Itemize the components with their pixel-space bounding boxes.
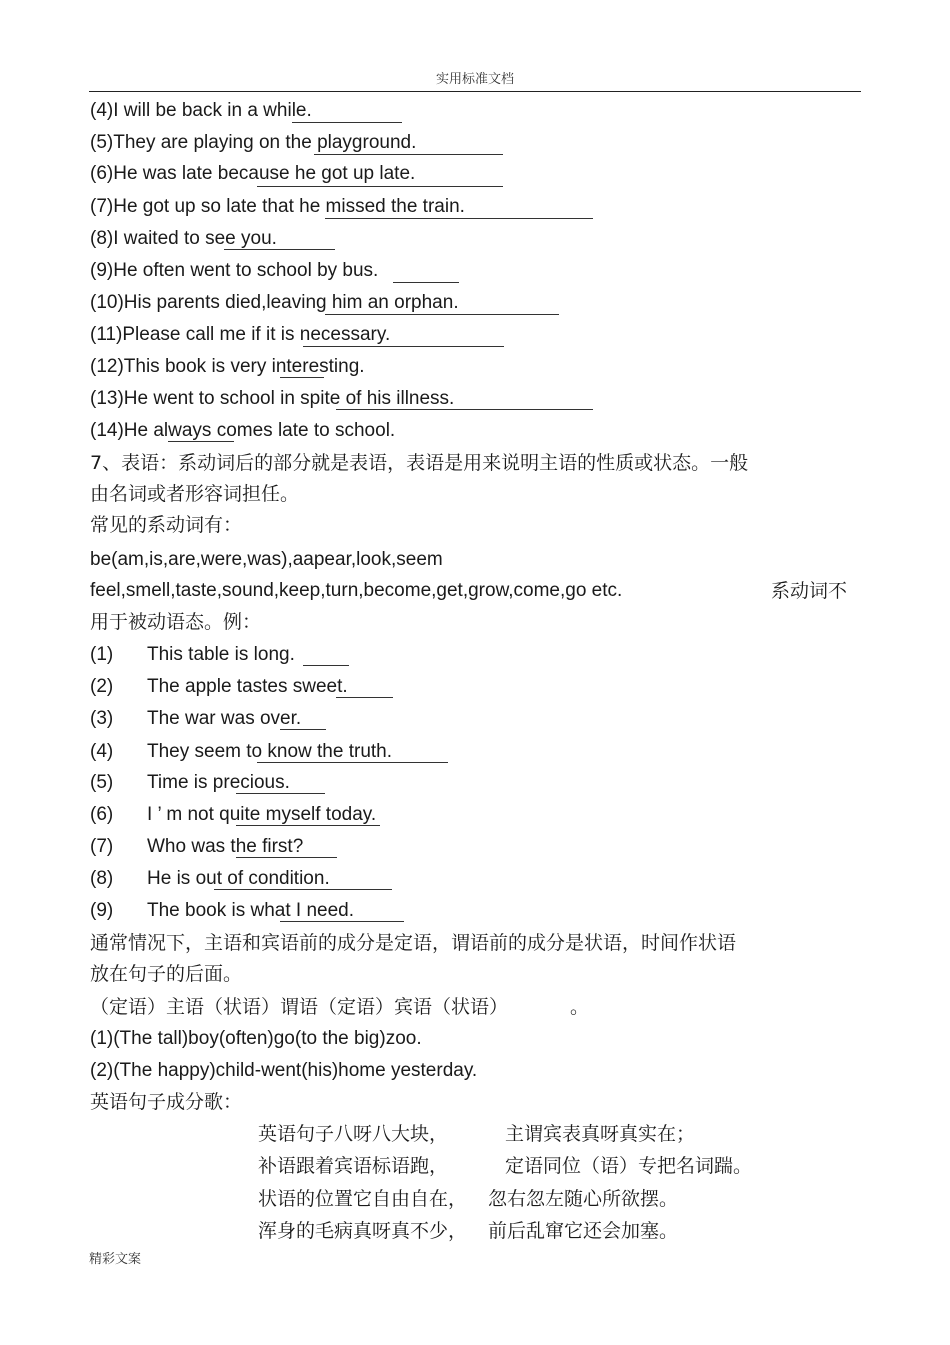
example-b-2-num: (2) [90, 676, 114, 697]
answer-underline [224, 249, 335, 250]
answer-underline [336, 697, 393, 698]
answer-underline [280, 729, 326, 730]
example-14: (14)He always comes late to school. [90, 420, 396, 441]
example-b-6: I ’ m not quite myself today. [147, 804, 377, 825]
answer-underline [214, 889, 392, 890]
example-b-1: This table is long. [147, 644, 295, 665]
example-b-2: The apple tastes sweet. [147, 676, 348, 697]
page-header: 实用标准文档 [435, 71, 514, 86]
example-11: (11)Please call me if it is necessary. [90, 324, 391, 345]
page-footer: 精彩文案 [89, 1252, 142, 1267]
example-6: (6)He was late because he got up late. [90, 163, 416, 184]
answer-underline [325, 218, 593, 219]
example-b-7-num: (7) [90, 836, 114, 857]
example-5: (5)They are playing on the playground. [90, 132, 417, 153]
answer-underline [280, 921, 404, 922]
answer-underline [325, 314, 559, 315]
example-10: (10)His parents died,leaving him an orphan. [90, 292, 459, 313]
song-line-2b: 定语同位（语）专把名词踹。 [505, 1155, 753, 1177]
example-b-5-num: (5) [90, 772, 114, 793]
answer-underline [236, 793, 325, 794]
sentence-pattern-end: 。 [570, 996, 590, 1018]
song-line-3a: 状语的位置它自由自在， [258, 1188, 468, 1210]
answer-underline [292, 122, 402, 123]
example-b-3-num: (3) [90, 708, 114, 729]
answer-underline [236, 825, 380, 826]
example-b-6-num: (6) [90, 804, 114, 825]
example-4: (4)I will be back in a while. [90, 100, 312, 121]
example-b-4: They seem to know the truth. [147, 741, 393, 762]
example-b-7: Who was the first? [147, 836, 304, 857]
answer-underline [303, 346, 504, 347]
example-7: (7)He got up so late that he missed the train. [90, 196, 465, 217]
answer-underline [257, 762, 448, 763]
song-line-4a: 浑身的毛病真呀真不少， [258, 1220, 468, 1242]
example-b-9: The book is what I need. [147, 900, 355, 921]
example-b-4-num: (4) [90, 741, 114, 762]
section-7-heading-cont: 由名词或者形容词担任。 [90, 483, 300, 505]
example-8: (8)I waited to see you. [90, 228, 277, 249]
example-b-9-num: (9) [90, 900, 114, 921]
song-line-2a: 补语跟着宾语标语跑， [258, 1155, 449, 1177]
example-13: (13)He went to school in spite of his illness. [90, 388, 455, 409]
answer-underline [257, 186, 503, 187]
answer-underline [303, 665, 349, 666]
example-12: (12)This book is very interesting. [90, 356, 365, 377]
example-b-8: He is out of condition. [147, 868, 330, 889]
word-order-note: 通常情况下，主语和宾语前的成分是定语，谓语前的成分是状语，时间作状语 [90, 932, 737, 954]
example-b-3: The war was over. [147, 708, 302, 729]
example-b-5: Time is precious. [147, 772, 290, 793]
answer-underline [236, 857, 337, 858]
answer-underline [336, 409, 593, 410]
answer-underline [168, 441, 234, 442]
section-7-heading: 7、表语：系动词后的部分就是表语，表语是用来说明主语的性质或状态。一般 [90, 452, 749, 474]
song-label: 英语句子成分歌： [90, 1091, 243, 1113]
pattern-example-1: (1)(The tall)boy(often)go(to the big)zoo. [90, 1028, 422, 1049]
answer-underline [393, 282, 459, 283]
linking-verbs-line-1: be(am,is,are,were,was),aapear,look,seem [90, 549, 443, 570]
example-9: (9)He often went to school by bus. [90, 260, 379, 281]
linking-verbs-note-cont: 用于被动语态。例： [90, 611, 262, 633]
song-line-4b: 前后乱窜它还会加塞。 [488, 1220, 679, 1242]
answer-underline [314, 154, 503, 155]
pattern-example-2: (2)(The happy)child-went(his)home yesterday. [90, 1060, 478, 1081]
answer-underline [280, 377, 324, 378]
word-order-note-cont: 放在句子的后面。 [90, 963, 243, 985]
header-divider [89, 91, 861, 92]
linking-verbs-line-2: feel,smell,taste,sound,keep,turn,become,get,grow,come,go etc. [90, 580, 623, 601]
example-b-8-num: (8) [90, 868, 114, 889]
linking-verbs-note: 系动词不 [771, 580, 848, 602]
song-line-1a: 英语句子八呀八大块， [258, 1123, 449, 1145]
song-line-1b: 主谓宾表真呀真实在； [505, 1123, 696, 1145]
song-line-3b: 忽右忽左随心所欲摆。 [488, 1188, 679, 1210]
sentence-pattern: （定语）主语（状语）谓语（定语）宾语（状语） [90, 996, 509, 1018]
example-b-1-num: (1) [90, 644, 114, 665]
common-verbs-label: 常见的系动词有： [90, 514, 243, 536]
